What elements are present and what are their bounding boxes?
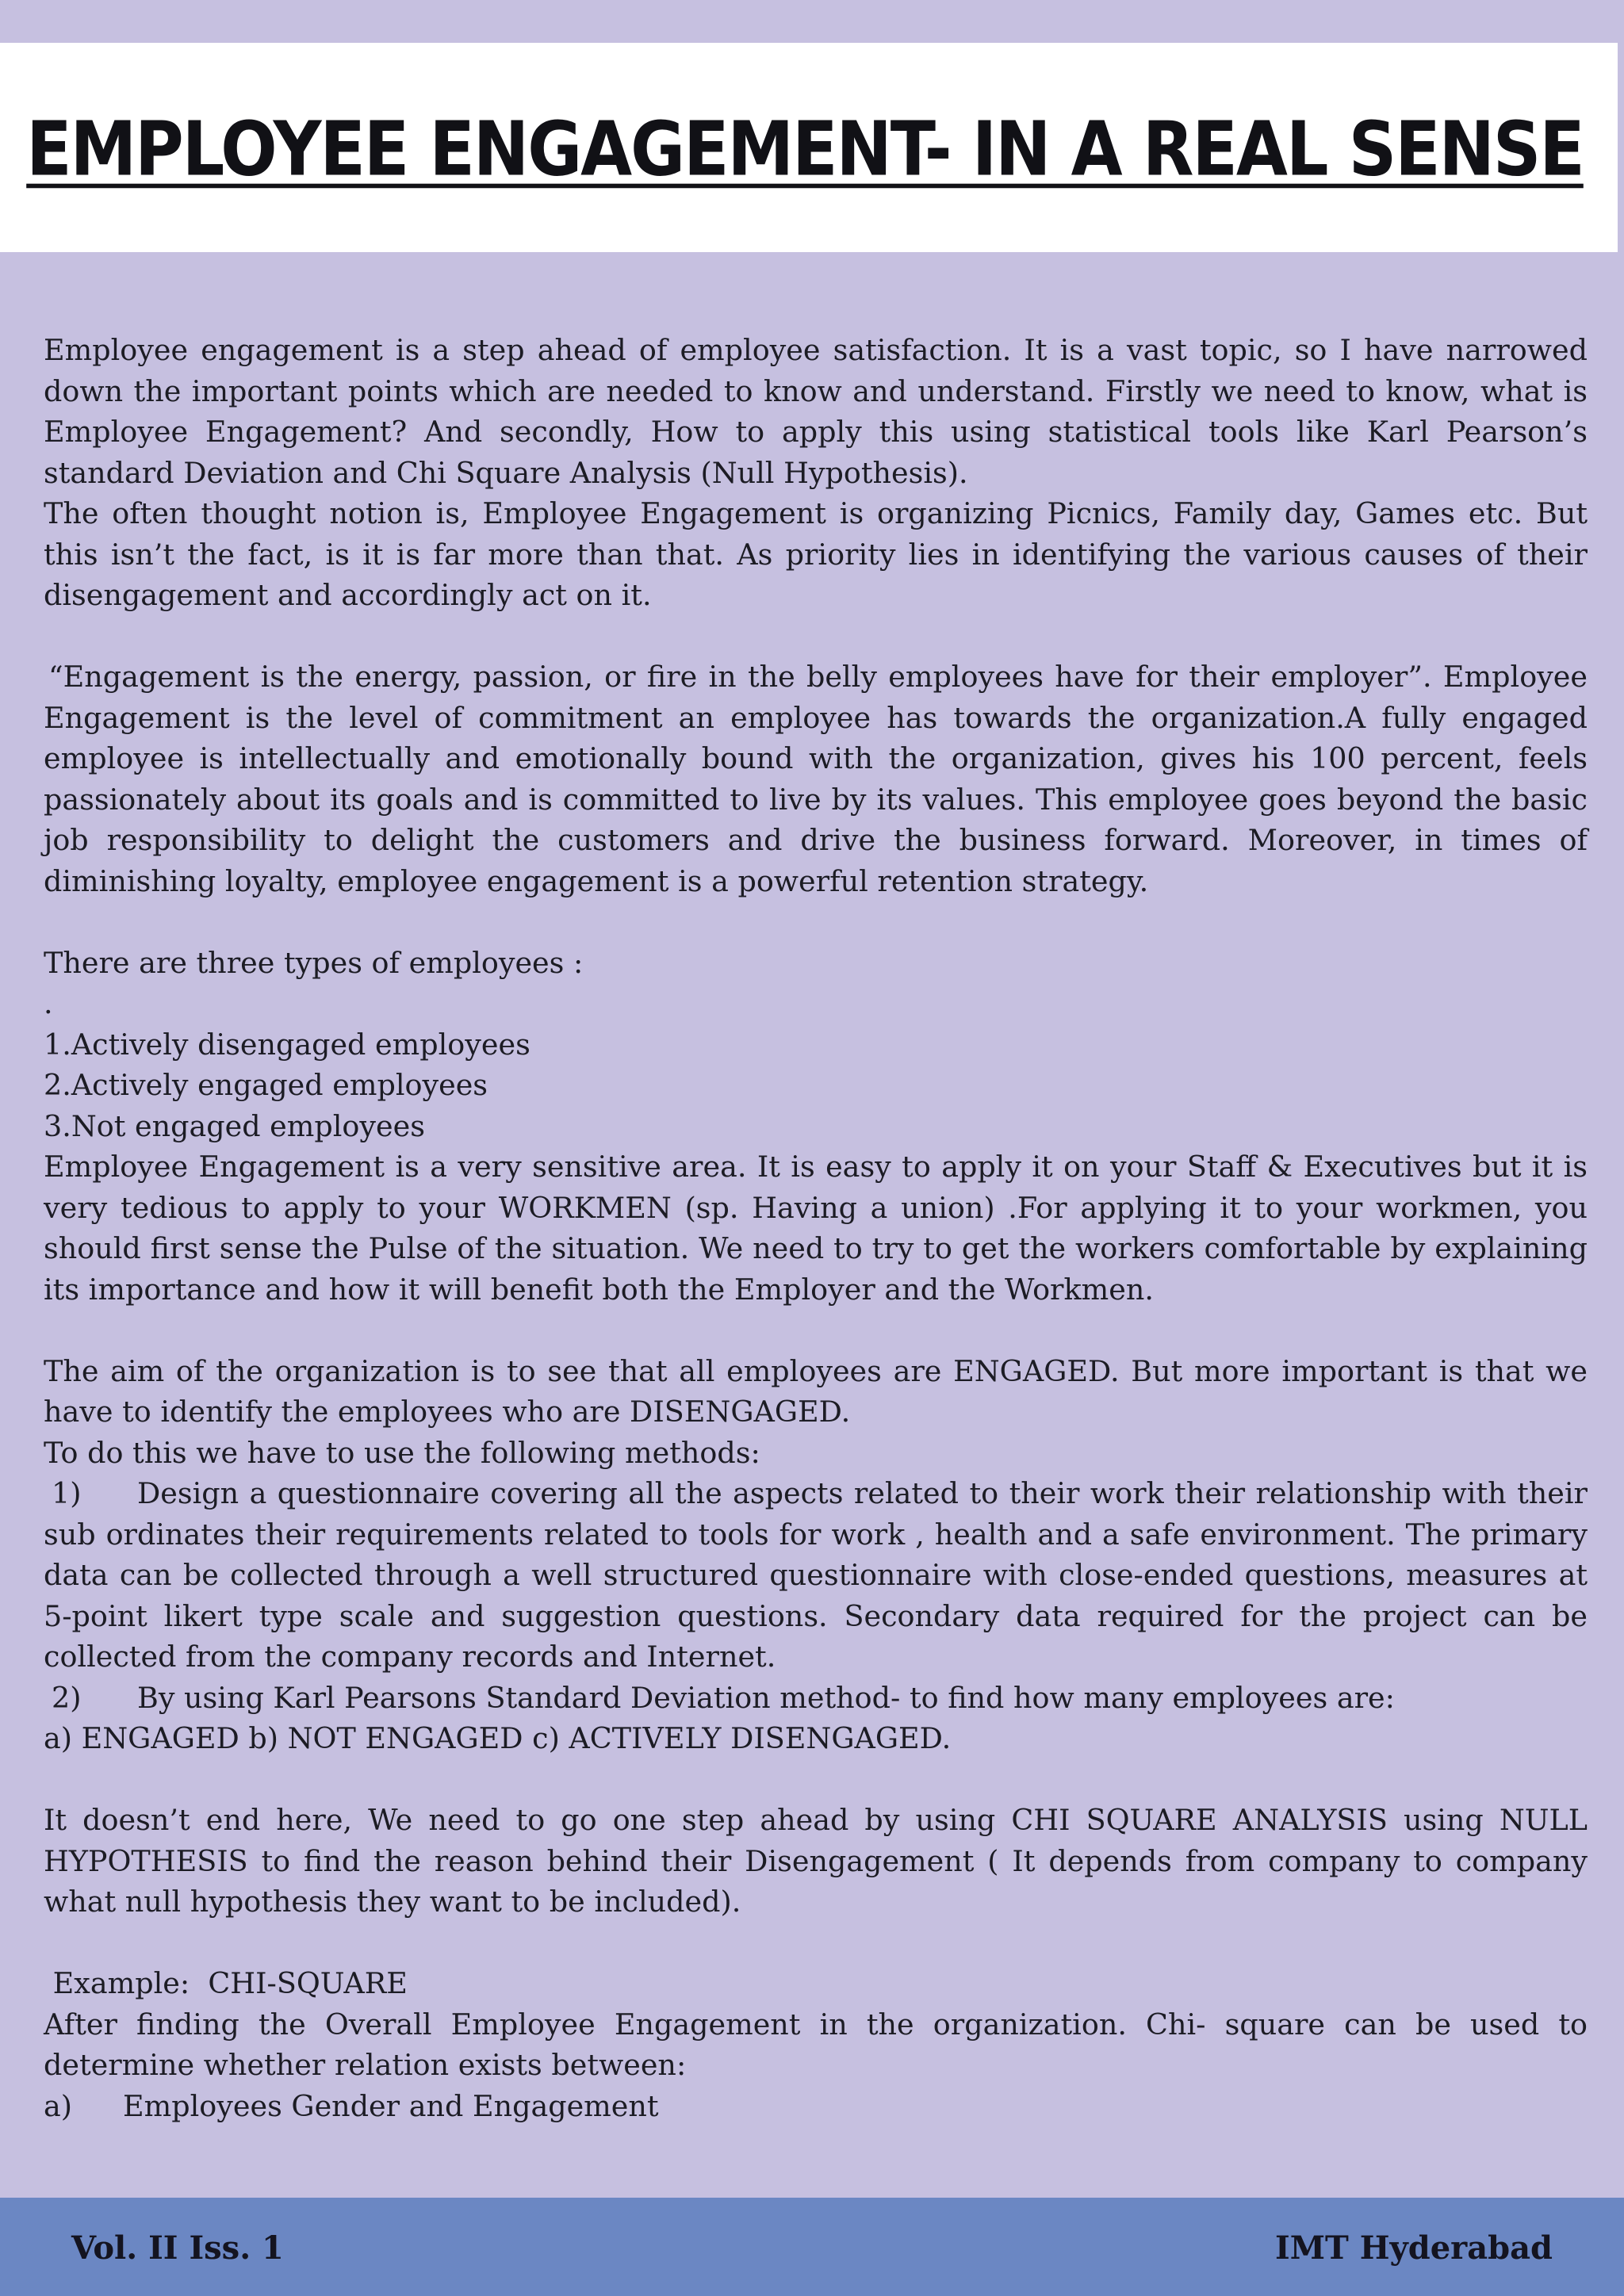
aim-paragraph: The aim of the organization is to see that all employees are ENGAGED. But more important is that we have to identify the employees who are DISENGAGED.: [44, 1353, 1588, 1429]
spacer: [44, 901, 1588, 943]
list-item: 3.Not engaged employees: [44, 1108, 425, 1143]
spacer: [44, 1923, 1588, 1964]
article-body: [44, 330, 1588, 2126]
example-item: [44, 2086, 1588, 2127]
sensitivity-paragraph: Employee Engagement is a very sensitive area. It is easy to apply it on your Staff & Executives but it is very tedious to apply to your WORKMEN (sp. Having a union) .For applying it to your workmen, you should first sense the Pulse of the situation. We need to try to get the workers comfortable by explaining its importance and how it will benefit both the Employer and the Workmen.: [44, 1150, 1588, 1307]
step-number: 2): [52, 1680, 82, 1715]
method-step: [44, 1473, 1588, 1678]
method-step: [44, 1678, 1588, 1719]
step-text: By using Karl Pearsons Standard Deviation method- to find how many employees are:: [137, 1680, 1395, 1715]
list-item: 2.Actively engaged employees: [44, 1068, 488, 1102]
article-title: EMPLOYEE ENGAGEMENT- IN A REAL SENSE: [26, 105, 1584, 193]
dot-line: .: [44, 986, 53, 1020]
issue-label: Vol. II Iss. 1: [71, 2229, 284, 2267]
chi-square-paragraph: It doesn’t end here, We need to go one step ahead by using CHI SQUARE ANALYSIS using NULL HYPOTHESIS to find the reason behind their Disengagement ( It depends from company to company what null hypothesis they want to be included).: [44, 1803, 1588, 1919]
institution-label: IMT Hyderabad: [1275, 2229, 1553, 2267]
example-paragraph: After finding the Overall Employee Engagement in the organization. Chi- square can be used to determine whether relation exists between:: [44, 2007, 1588, 2082]
intro-paragraph: Employee engagement is a step ahead of employee satisfaction. It is a vast topic, so I have narrowed down the important points which are needed to know and understand. Firstly we need to know, what is Employee Engagement? And secondly, How to apply this using statistical tools like Karl Pearson’s standard Deviation and Chi Square Analysis (Null Hypothesis).: [44, 333, 1588, 490]
spacer: [44, 616, 1588, 657]
types-intro: There are three types of employees :: [44, 945, 584, 980]
methods-intro: To do this we have to use the following methods:: [44, 1435, 760, 1470]
step-result: a) ENGAGED b) NOT ENGAGED c) ACTIVELY DISENGAGED.: [44, 1721, 952, 1755]
step-number: 1): [52, 1476, 82, 1510]
list-item: 1.Actively disengaged employees: [44, 1027, 530, 1062]
notion-paragraph: The often thought notion is, Employee Engagement is organizing Picnics, Family day, Games etc. But this isn’t the fact, is it is far more than that. As priority lies in identifying the various causes of their disengagement and accordingly act on it.: [44, 496, 1588, 612]
step-text: Design a questionnaire covering all the aspects related to their work their relationship with their sub ordinates their requirements related to tools for work , health and a safe environment. The primary data can be collected through a well structured questionnaire with close-ended questions, measures at 5-point likert type scale and suggestion questions. Secondary data required for the project can be collected from the company records and Internet.: [44, 1476, 1588, 1674]
item-label: a): [44, 2088, 73, 2123]
example-heading: Example: CHI-SQUARE: [44, 1966, 408, 2000]
footer-bar: [0, 2198, 1624, 2296]
spacer: [44, 1310, 1588, 1351]
item-text: Employees Gender and Engagement: [123, 2088, 659, 2123]
definition-paragraph: “Engagement is the energy, passion, or fire in the belly employees have for their employer”. Employee Engagement is the level of commitment an employee has towards the organization.A fully engaged employee is intellectually and emotionally bound with the organization, gives his 100 percent, feels passionately about its goals and is committed to live by its values. This employee goes beyond the basic job responsibility to delight the customers and drive the business forward. Moreover, in times of diminishing loyalty, employee engagement is a powerful retention strategy.: [44, 660, 1588, 898]
spacer: [44, 1759, 1588, 1800]
